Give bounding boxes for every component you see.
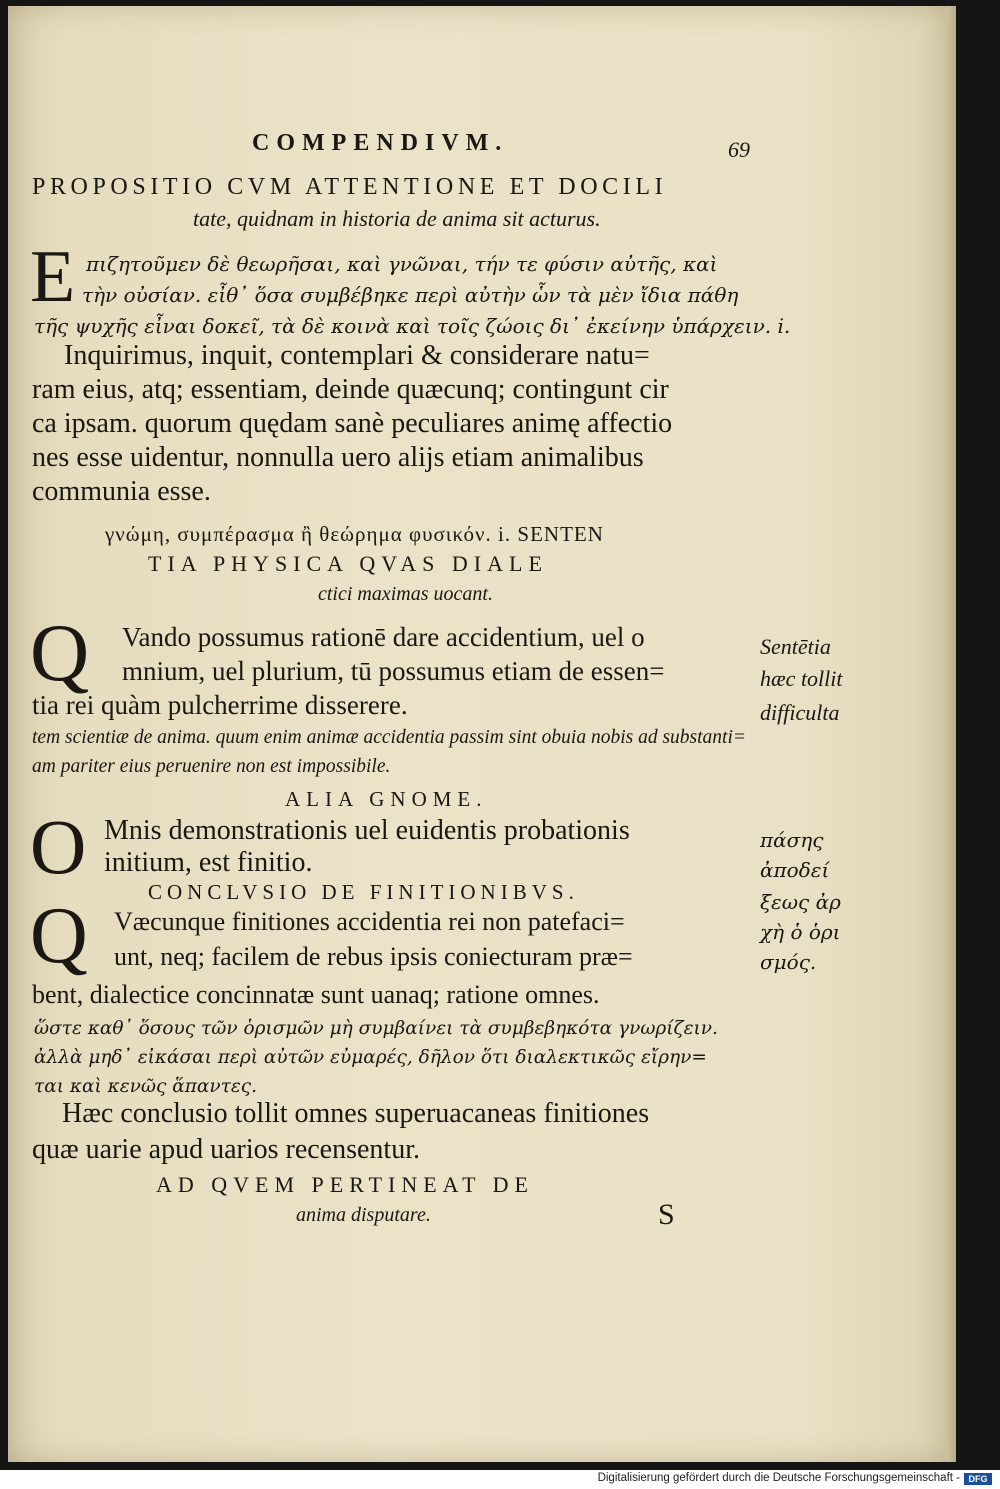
section1-heading-line2: tate, quidnam in historia de anima sit acturus.	[193, 206, 601, 231]
folio-number: 69	[728, 137, 750, 162]
section3-line1: Mnis demonstrationis uel euidentis probationis	[104, 815, 630, 846]
page-edge	[946, 6, 956, 1462]
section5-heading-line1: AD QVEM PERTINEAT DE	[156, 1172, 534, 1197]
margin-note-1-line1: Sentētia	[760, 634, 831, 659]
section1-greek-line1: πιζητοῦμεν δὲ θεωρῆσαι, καὶ γνῶναι, τήν τε φύσιν αὐτῆς, καὶ	[86, 252, 718, 276]
section1-greek-line3: τῆς ψυχῆς εἶναι δοκεῖ, τὰ δὲ κοινὰ καὶ τοῖς ζώοις δι᾽ ἐκείνην ὑπάρχειν. i.	[34, 314, 791, 338]
section3-heading: ALIA GNOME.	[285, 787, 488, 811]
section1-latin-line3: ca ipsam. quorum quędam sanè peculiares animę affectio	[32, 408, 673, 439]
section2-dropcap: Q	[30, 607, 90, 698]
section1-greek-line2: τὴν οὐσίαν. εἶθ᾽ ὅσα συμβέβηκε περὶ αὐτὴν ὧν τὰ μὲν ἴδια πάθη	[82, 283, 739, 307]
section4-line1: Væcunque finitiones accidentia rei non patefaci=	[114, 907, 625, 936]
section3-line2: initium, est finitio.	[104, 847, 313, 878]
section1-latin-line2: ram eius, atq; essentiam, deinde quæcunq; contingunt cir	[32, 374, 669, 405]
margin-note-1-line3: difficulta	[760, 700, 840, 725]
section4-greek-line2: ἀλλὰ μηδ᾽ εἰκάσαι περὶ αὐτῶν εὐμαρές, δῆλον ὅτι διαλεκτικῶς εἴρην=	[34, 1047, 707, 1068]
signature-mark: S	[658, 1198, 675, 1231]
footer-bar	[0, 1470, 1000, 1489]
section1-latin-line5: communia esse.	[32, 476, 211, 507]
section4-line3: bent, dialectice concinnatæ sunt uanaq; ratione omnes.	[32, 980, 600, 1009]
section1-latin-line4: nes esse uidentur, nonnulla uero alijs etiam animalibus	[32, 442, 644, 473]
section1-dropcap: E	[30, 236, 76, 318]
dfg-logo: DFG	[964, 1473, 992, 1485]
margin-note-2-line1: πάσης	[760, 828, 824, 852]
footer-credit: Digitalisierung gefördert durch die Deutsche Forschungsgemeinschaft -	[597, 1472, 960, 1484]
section4-after-line1: Hæc conclusio tollit omnes superuacaneas finitiones	[62, 1098, 650, 1129]
margin-note-2-line4: χὴ ὁ ὁρι	[760, 920, 841, 944]
section4-greek-line3: ται καὶ κενῶς ἅπαντες.	[34, 1076, 258, 1097]
margin-note-2-line5: σμός.	[760, 950, 817, 974]
section4-after-line2: quæ uarie apud uarios recensentur.	[32, 1134, 420, 1165]
section4-greek-line1: ὥστε καθ᾽ ὅσους τῶν ὁρισμῶν μὴ συμβαίνει τὰ συμβεβηκότα γνωρίζειν.	[34, 1018, 718, 1039]
section2-line3: tia rei quàm pulcherrime disserere.	[32, 690, 408, 720]
section1-latin-line1: Inquirimus, inquit, contemplari & considerare natu=	[64, 340, 650, 371]
section2-heading-line3: ctici maximas uocant.	[318, 583, 493, 605]
section4-dropcap: Q	[30, 892, 88, 980]
margin-note-2-line2: ἀποδεί	[760, 858, 830, 882]
section2-line2: mnium, uel plurium, tū possumus etiam de essen=	[122, 656, 665, 686]
section2-heading-line2: TIA PHYSICA QVAS DIALE	[148, 551, 548, 576]
section4-line2: unt, neq; facilem de rebus ipsis coniecturam præ=	[114, 942, 633, 971]
section5-heading-line2: anima disputare.	[296, 1204, 431, 1226]
section1-heading-line1: PROPOSITIO CVM ATTENTIONE ET DOCILI	[32, 174, 668, 200]
section2-italic-line2: am pariter eius peruenire non est impossibile.	[32, 756, 391, 777]
margin-note-2-line3: ξεως ἀρ	[760, 890, 841, 914]
section4-heading: CONCLVSIO DE FINITIONIBVS.	[148, 880, 579, 904]
section3-dropcap: O	[30, 803, 87, 890]
section2-italic-line1: tem scientiæ de anima. quum enim animæ accidentia passim sint obuia nobis ad substanti=	[32, 727, 747, 748]
running-title: COMPENDIVM.	[252, 130, 509, 156]
margin-note-1-line2: hæc tollit	[760, 666, 843, 691]
section2-heading-line1: γνώμη, συμπέρασμα ἢ θεώρημα φυσικόν. i. SENTEN	[105, 522, 604, 546]
section2-line1: Vando possumus rationē dare accidentium, uel o	[122, 622, 645, 652]
